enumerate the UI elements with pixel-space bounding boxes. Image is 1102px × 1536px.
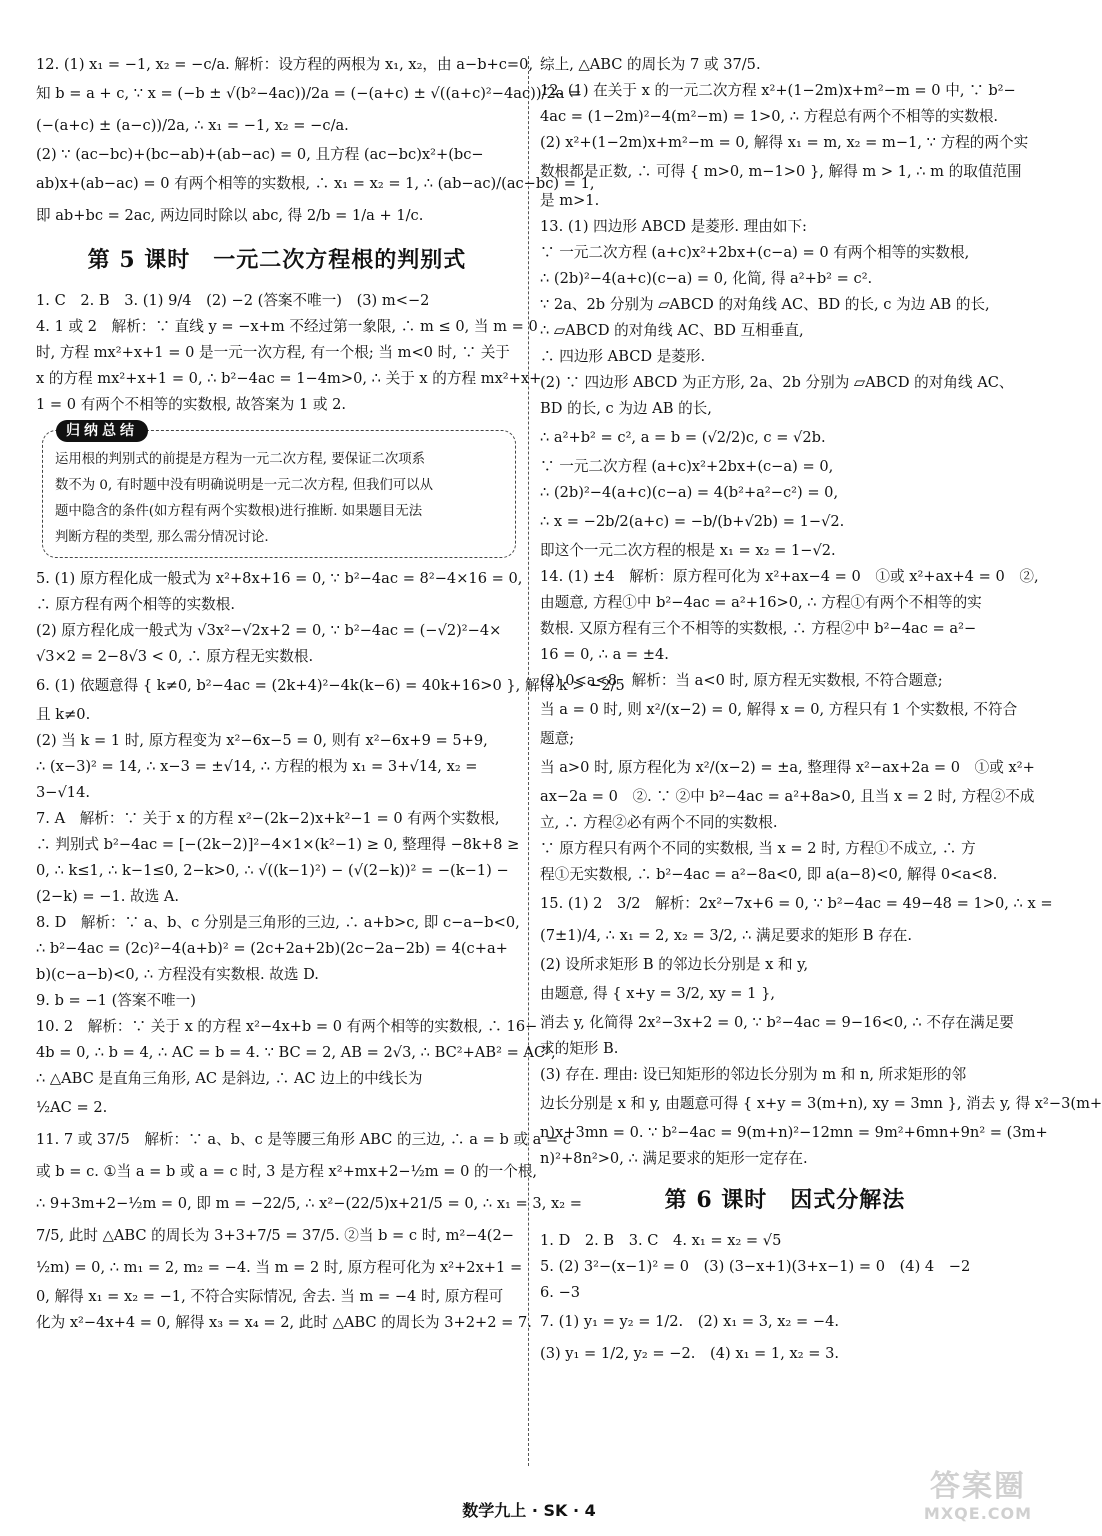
text-line: ∴ b²−4ac = (2c)²−4(a+b)² = (2c+2a+2b)(2c−2a−2b) = 4(c+a+ bbox=[36, 940, 508, 957]
text-line: 消去 y, 化简得 2x²−3x+2 = 0, ∵ b²−4ac = 9−16<0, ∴ 不存在满足要 bbox=[540, 1014, 1014, 1031]
text-line: 时, 方程 mx²+x+1 = 0 是一元一次方程, 有一个根; 当 m<0 时, ∵ 关于 bbox=[36, 344, 510, 361]
right-column bbox=[540, 52, 1102, 1370]
text-line: ∴ a²+b² = c², a = b = (√2/2)c, c = √2b. bbox=[540, 429, 826, 446]
text-line: ∴ x = −2b/2(a+c) = −b/(b+√2b) = 1−√2. bbox=[540, 513, 845, 530]
text-line: (2) ∵ (ac−bc)+(bc−ab)+(ab−ac) = 0, 且方程 (ac−bc)x²+(bc− bbox=[36, 146, 484, 163]
text-line: ab)x+(ab−ac) = 0 有两个相等的实数根, ∴ x₁ = x₂ = 1, ∴ (ab−ac)/(ac−bc) = 1, bbox=[36, 175, 595, 192]
summary-line: 题中隐含的条件(如方程有两个实数根)进行推断. 如果题目无法 bbox=[55, 504, 423, 519]
text-line: 当 a = 0 时, 则 x²/(x−2) = 0, 解得 x = 0, 方程只有 1 个实数根, 不符合 bbox=[540, 701, 1018, 718]
text-line: ∴ 四边形 ABCD 是菱形. bbox=[540, 348, 706, 365]
text-line: 15. (1) 2 3/2 解析：2x²−7x+6 = 0, ∵ b²−4ac = 49−48 = 1>0, ∴ x = bbox=[540, 895, 1053, 912]
text-line: (2) 0<a<8 解析：当 a<0 时, 原方程无实数根, 不符合题意; bbox=[540, 672, 943, 689]
summary-line: 运用根的判别式的前提是方程为一元二次方程, 要保证二次项系 bbox=[55, 452, 426, 467]
text-line: 1 = 0 有两个不相等的实数根, 故答案为 1 或 2. bbox=[36, 396, 347, 413]
text-line: 或 b = c. ①当 a = b 或 a = c 时, 3 是方程 x²+mx+2−½m = 0 的一个根, bbox=[36, 1163, 538, 1180]
text-line: 数根. 又原方程有三个不相等的实数根, ∴ 方程②中 b²−4ac = a²− bbox=[540, 620, 977, 637]
text-line: 4ac = (1−2m)²−4(m²−m) = 1>0, ∴ 方程总有两个不相等的实数根. bbox=[540, 108, 999, 125]
text-line: 12. (1) 在关于 x 的一元二次方程 x²+(1−2m)x+m²−m = 0 中, ∵ b²− bbox=[540, 82, 1016, 99]
summary-line: 判断方程的类型, 那么需分情况讨论. bbox=[55, 530, 269, 545]
text-line: (2−k) = −1. 故选 A. bbox=[36, 888, 180, 905]
text-line: (2) 当 k = 1 时, 原方程变为 x²−6x−5 = 0, 则有 x²−6x+9 = 5+9, bbox=[36, 732, 488, 749]
text-line: 即这个一元二次方程的根是 x₁ = x₂ = 1−√2. bbox=[540, 542, 836, 559]
text-line: 14. (1) ±4 解析：原方程可化为 x²+ax−4 = 0 ①或 x²+ax+4 = 0 ②, bbox=[540, 568, 1039, 585]
text-line: BD 的长, c 为边 AB 的长, bbox=[540, 400, 712, 417]
text-line: ∴ 原方程有两个相等的实数根. bbox=[36, 596, 235, 613]
summary-callout bbox=[42, 423, 518, 558]
text-line: 16 = 0, ∴ a = ±4. bbox=[540, 646, 669, 663]
text-line: 9. b = −1 (答案不唯一) bbox=[36, 992, 196, 1009]
text-line: x 的方程 mx²+x+1 = 0, ∴ b²−4ac = 1−4m>0, ∴ 关于 x 的方程 mx²+x+ bbox=[36, 370, 542, 387]
text-line: (3) 存在. 理由: 设已知矩形的邻边长分别为 m 和 n, 所求矩形的邻 bbox=[540, 1066, 967, 1083]
text-line: ½AC = 2. bbox=[36, 1099, 108, 1116]
text-line: 0, 解得 x₁ = x₂ = −1, 不符合实际情况, 舍去. 当 m = −4 时, 原方程可 bbox=[36, 1288, 504, 1305]
text-line: 由题意, 方程①中 b²−4ac = a²+16>0, ∴ 方程①有两个不相等的实 bbox=[540, 594, 982, 611]
text-line: ∴ ▱ABCD 的对角线 AC、BD 互相垂直, bbox=[540, 322, 804, 339]
text-line: (−(a+c) ± (a−c))/2a, ∴ x₁ = −1, x₂ = −c/a. bbox=[36, 117, 349, 134]
text-line: 知 b = a + c, ∵ x = (−b ± √(b²−4ac))/2a = (−(a+c) ± √((a+c)²−4ac))/2a = bbox=[36, 85, 582, 102]
section-5-title: 第 5 课时 一元二次方程根的判别式 bbox=[87, 247, 467, 273]
text-line: 化为 x²−4x+4 = 0, 解得 x₃ = x₄ = 2, 此时 △ABC 的周长为 3+2+2 = 7. bbox=[36, 1314, 532, 1331]
text-line: (2) 设所求矩形 B 的邻边长分别是 x 和 y, bbox=[540, 956, 809, 973]
text-line: 5. (1) 原方程化成一般式为 x²+8x+16 = 0, ∵ b²−4ac = 8²−4×16 = 0, bbox=[36, 570, 523, 587]
text-line: 边长分别是 x 和 y, 由题意可得 { x+y = 3(m+n), xy = 3mn }, 消去 y, 得 x²−3(m+ bbox=[540, 1095, 1102, 1112]
text-line: ∵ 2a、2b 分别为 ▱ABCD 的对角线 AC、BD 的长, c 为边 AB 的长, bbox=[540, 296, 990, 313]
text-line: 当 a>0 时, 原方程化为 x²/(x−2) = ±a, 整理得 x²−ax+2a = 0 ①或 x²+ bbox=[540, 759, 1035, 776]
left-part2 bbox=[36, 288, 542, 418]
section-6-title: 第 6 课时 因式分解法 bbox=[664, 1187, 906, 1213]
text-line: 7. A 解析：∵ 关于 x 的方程 x²−(2k−2)x+k²−1 = 0 有两个实数根, bbox=[36, 810, 500, 827]
text-line: 10. 2 解析：∵ 关于 x 的方程 x²−4x+b = 0 有两个相等的实数根, ∴ 16− bbox=[36, 1018, 538, 1035]
text-line: 11. 7 或 37/5 解析：∵ a、b、c 是等腰三角形 ABC 的三边, ∴ a = b 或 a = c bbox=[36, 1131, 572, 1148]
text-line: 由题意, 得 { x+y = 3/2, xy = 1 }, bbox=[540, 985, 776, 1002]
text-line: 12. (1) x₁ = −1, x₂ = −c/a. 解析：设方程的两根为 x₁, x₂，由 a−b+c=0, bbox=[36, 56, 534, 73]
text-line: ∴ 9+3m+2−½m = 0, 即 m = −22/5, ∴ x²−(22/5)x+21/5 = 0, ∴ x₁ = 3, x₂ = bbox=[36, 1195, 582, 1212]
text-line: ∵ 一元二次方程 (a+c)x²+2bx+(c−a) = 0 有两个相等的实数根, bbox=[540, 244, 970, 261]
text-line: 1. C 2. B 3. (1) 9/4 (2) −2 (答案不唯一) (3) m<−2 bbox=[36, 292, 430, 309]
text-line: 程①无实数根, ∴ b²−4ac = a²−8a<0, 即 a(a−8)<0, 解得 0<a<8. bbox=[540, 866, 998, 883]
text-line: ∴ △ABC 是直角三角形, AC 是斜边, ∴ AC 边上的中线长为 bbox=[36, 1070, 423, 1087]
text-line: 且 k≠0. bbox=[36, 706, 91, 723]
text-line: 是 m>1. bbox=[540, 192, 600, 209]
text-line: ∵ 原方程只有两个不同的实数根, 当 x = 2 时, 方程①不成立, ∴ 方 bbox=[540, 840, 976, 857]
page-footer: 数学九上 · SK · 4 bbox=[462, 1501, 596, 1520]
text-line: b)(c−a−b)<0, ∴ 方程没有实数根. 故选 D. bbox=[36, 966, 319, 983]
text-line: 立, ∴ 方程②必有两个不同的实数根. bbox=[540, 814, 778, 831]
text-line: 0, ∴ k≤1, ∴ k−1≤0, 2−k>0, ∴ √((k−1)²) − (√(2−k))² = −(k−1) − bbox=[36, 862, 509, 879]
text-line: √3×2 = 2−8√3 < 0, ∴ 原方程无实数根. bbox=[36, 648, 314, 665]
text-line: ax−2a = 0 ②. ∵ ②中 b²−4ac = a²+8a>0, 且当 x = 2 时, 方程②不成 bbox=[540, 788, 1035, 805]
text-line: (2) x²+(1−2m)x+m²−m = 0, 解得 x₁ = m, x₂ = m−1, ∵ 方程的两个实 bbox=[540, 134, 1029, 151]
summary-box bbox=[42, 430, 516, 558]
right-part2 bbox=[540, 1228, 1030, 1370]
text-line: (2) ∵ 四边形 ABCD 为正方形, 2a、2b 分别为 ▱ABCD 的对角线 AC、 bbox=[540, 374, 1014, 391]
text-line: 8. D 解析：∵ a、b、c 分别是三角形的三边, ∴ a+b>c, 即 c−a−b<0, bbox=[36, 914, 520, 931]
text-line: ∴ (2b)²−4(a+c)(c−a) = 0, 化简, 得 a²+b² = c². bbox=[540, 270, 873, 287]
summary-tag: 归纳总结 bbox=[56, 420, 148, 442]
watermark-top: 答案圈 bbox=[930, 1469, 1026, 1504]
text-line: n)x+3mn = 0. ∵ b²−4ac = 9(m+n)²−12mn = 9m²+6mn+9n² = (3m+ bbox=[540, 1124, 1048, 1141]
text-line: 3−√14. bbox=[36, 784, 91, 801]
text-line: n)²+8n²>0, ∴ 满足要求的矩形一定存在. bbox=[540, 1150, 808, 1167]
text-line: 7. (1) y₁ = y₂ = 1/2. (2) x₁ = 3, x₂ = −4. bbox=[540, 1313, 839, 1330]
summary-line: 数不为 0, 有时题中没有明确说明是一元二次方程, 但我们可以从 bbox=[55, 478, 433, 493]
text-line: 13. (1) 四边形 ABCD 是菱形. 理由如下: bbox=[540, 218, 807, 235]
text-line: 6. (1) 依题意得 { k≠0, b²−4ac = (2k+4)²−4k(k−6) = 40k+16>0 }, 解得 k > −2/5 bbox=[36, 677, 625, 694]
text-line: (2) 原方程化成一般式为 √3x²−√2x+2 = 0, ∵ b²−4ac = (−√2)²−4× bbox=[36, 622, 502, 639]
watermark-bottom: MXQE.COM bbox=[923, 1504, 1033, 1523]
text-line: 5. (2) 3²−(x−1)² = 0 (3) (3−x+1)(3+x−1) = 0 (4) 4 −2 bbox=[540, 1258, 971, 1275]
text-line: 即 ab+bc = 2ac, 两边同时除以 abc, 得 2/b = 1/a + 1/c. bbox=[36, 207, 424, 224]
text-line: (3) y₁ = 1/2, y₂ = −2. (4) x₁ = 1, x₂ = 3. bbox=[540, 1345, 839, 1362]
watermark-logo bbox=[910, 1470, 1046, 1528]
text-line: ∴ (2b)²−4(a+c)(c−a) = 4(b²+a²−c²) = 0, bbox=[540, 484, 839, 501]
text-line: 4b = 0, ∴ b = 4, ∴ AC = b = 4. ∵ BC = 2, AB = 2√3, ∴ BC²+AB² = AC², bbox=[36, 1044, 556, 1061]
text-line: ½m) = 0, ∴ m₁ = 2, m₂ = −4. 当 m = 2 时, 原方程可化为 x²+2x+1 = bbox=[36, 1259, 523, 1276]
text-line: 求的矩形 B. bbox=[540, 1040, 619, 1057]
text-line: ∴ 判别式 b²−4ac = [−(2k−2)]²−4×1×(k²−1) ≥ 0, 整理得 −8k+8 ≥ bbox=[36, 836, 520, 853]
text-line: 综上, △ABC 的周长为 7 或 37/5. bbox=[540, 56, 761, 73]
text-line: 题意; bbox=[540, 730, 575, 747]
text-line: 1. D 2. B 3. C 4. x₁ = x₂ = √5 bbox=[540, 1232, 782, 1249]
text-line: 4. 1 或 2 解析：∵ 直线 y = −x+m 不经过第一象限, ∴ m ≤ 0, 当 m = 0 bbox=[36, 318, 538, 335]
text-line: ∴ (x−3)² = 14, ∴ x−3 = ±√14, ∴ 方程的根为 x₁ = 3+√14, x₂ = bbox=[36, 758, 478, 775]
text-line: 7/5, 此时 △ABC 的周长为 3+3+7/5 = 37/5. ②当 b = c 时, m²−4(2− bbox=[36, 1227, 515, 1244]
text-line: 6. −3 bbox=[540, 1284, 581, 1301]
right-part1 bbox=[540, 52, 1102, 1172]
text-line: (7±1)/4, ∴ x₁ = 2, x₂ = 3/2, ∴ 满足要求的矩形 B 存在. bbox=[540, 927, 912, 944]
text-line: 数根都是正数, ∴ 可得 { m>0, m−1>0 }, 解得 m > 1, ∴ m 的取值范围 bbox=[540, 163, 1022, 180]
text-line: ∵ 一元二次方程 (a+c)x²+2bx+(c−a) = 0, bbox=[540, 458, 834, 475]
column-divider bbox=[528, 56, 529, 1466]
